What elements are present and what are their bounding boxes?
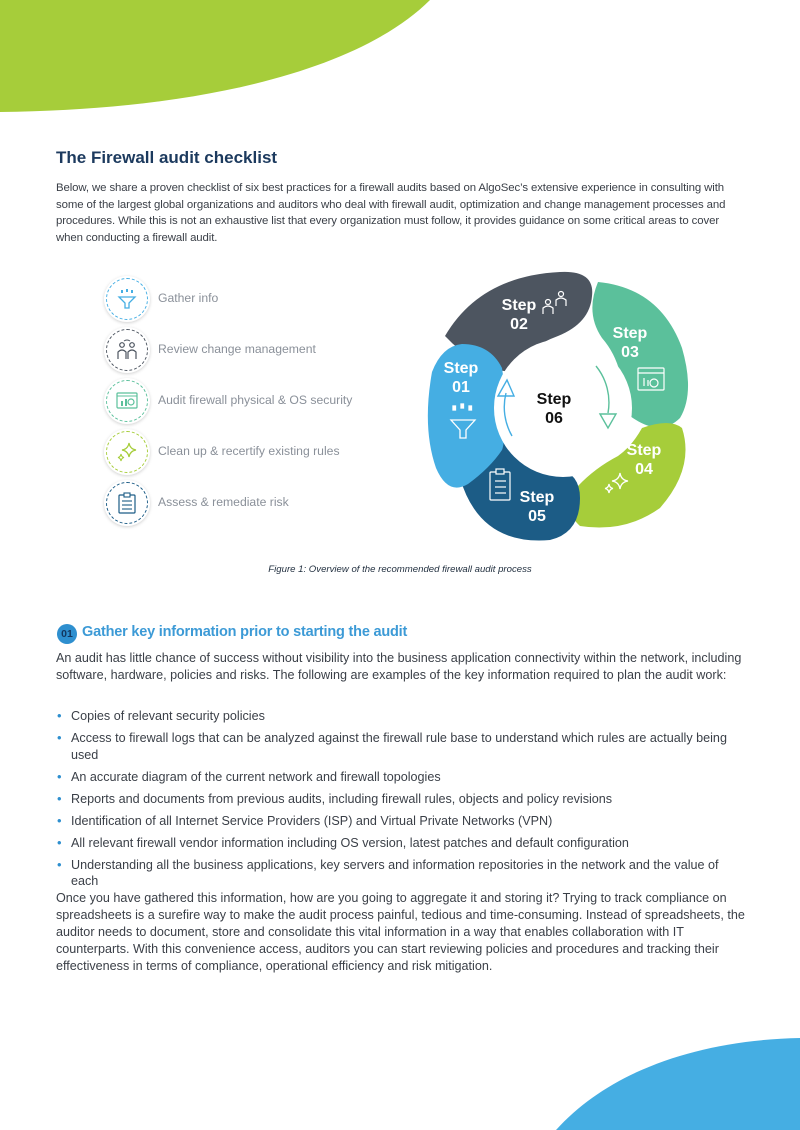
step-03-label: Step 03: [612, 325, 648, 361]
legend-icon-badge: [104, 276, 150, 322]
monitor-chart-icon: [115, 389, 139, 413]
list-item: • Understanding all the business applications, key servers and information repositories in the network and the value of each: [57, 856, 719, 888]
intro-paragraph: Below, we share a proven checklist of six best practices for a firewall audits based on AlgoSec’s extensive experience in consulting with some of the largest global organizations and auditors who deal with firewall audit, optimization and change management processes and procedures. While this is not an exhaustive list that every organization must follow, it provides guidance on some critical areas to cover when conducting a firewall audit.: [56, 182, 726, 244]
list-item: • An accurate diagram of the current network and firewall topologies: [57, 768, 441, 784]
section-lead-paragraph: An audit has little chance of success without visibility into the business application connectivity within the network, including software, hardware, policies and risks. The following are examples of the key information required to plan the audit work:: [56, 651, 742, 682]
step-01-label: Step 01: [443, 360, 479, 396]
list-item: • All relevant firewall vendor information including OS version, latest patches and default configuration: [57, 834, 629, 850]
blue-corner-swoosh: [556, 1038, 800, 1130]
legend-label: Audit firewall physical & OS security: [158, 393, 353, 407]
legend-label: Clean up & recertify existing rules: [158, 444, 340, 458]
legend-label: Gather info: [158, 291, 219, 305]
legend-icon-badge: [104, 429, 150, 475]
step-02-label: Step 02: [501, 297, 537, 333]
closing-paragraph: Once you have gathered this information, how are you going to aggregate it and storing it? Trying to track compliance on spreadsheets is a surefire way to make the audit process painful, tedious and time-consuming. Instead of spreadsheets, the auditor needs to document, store and consolidate this vital information in a way that enables collaboration with IT counterparts. With this convenience access, auditors you can start reviewing policies and procedures and tracking their effectiveness in terms of compliance, operational efficiency and risk mitigation.: [56, 891, 745, 973]
funnel-icon: [115, 287, 139, 311]
legend-item-gather-info: [104, 276, 424, 324]
step-04-label: Step 04: [626, 442, 662, 478]
legend-label: Assess & remediate risk: [158, 495, 289, 509]
legend-icon-badge: [104, 378, 150, 424]
section-title: Gather key information prior to starting the audit: [82, 624, 408, 640]
list-item: • Reports and documents from previous audits, including firewall rules, objects and policy revisions: [57, 790, 613, 806]
page-title: The Firewall audit checklist: [56, 148, 278, 167]
step-06-label: Step 06: [536, 391, 572, 427]
legend-item-audit-security: [104, 378, 424, 426]
legend-icon-badge: [104, 480, 150, 526]
list-item: • Identification of all Internet Service Providers (ISP) and Virtual Private Networks (VPN): [57, 812, 553, 828]
legend-label: Review change management: [158, 342, 316, 356]
people-exchange-icon: [115, 338, 139, 362]
info-bullet-list: [56, 708, 746, 895]
clipboard-icon: [115, 491, 139, 515]
green-corner-swoosh: [0, 0, 430, 112]
legend-item-assess-risk: [104, 480, 424, 528]
list-item: • Access to firewall logs that can be analyzed against the firewall rule base to understand which rules are actually being used: [57, 730, 727, 762]
sparkle-icon: [115, 440, 139, 464]
legend-icon-badge: [104, 327, 150, 373]
step-05-label: Step 05: [519, 489, 555, 525]
section-number-badge: 01: [57, 624, 77, 644]
figure-caption: Figure 1: Overview of the recommended firewall audit process: [268, 564, 532, 575]
list-item: • Copies of relevant security policies: [57, 708, 265, 723]
audit-cycle-diagram: [420, 268, 720, 548]
legend-item-cleanup-rules: [104, 429, 424, 477]
legend-item-change-management: [104, 327, 424, 375]
